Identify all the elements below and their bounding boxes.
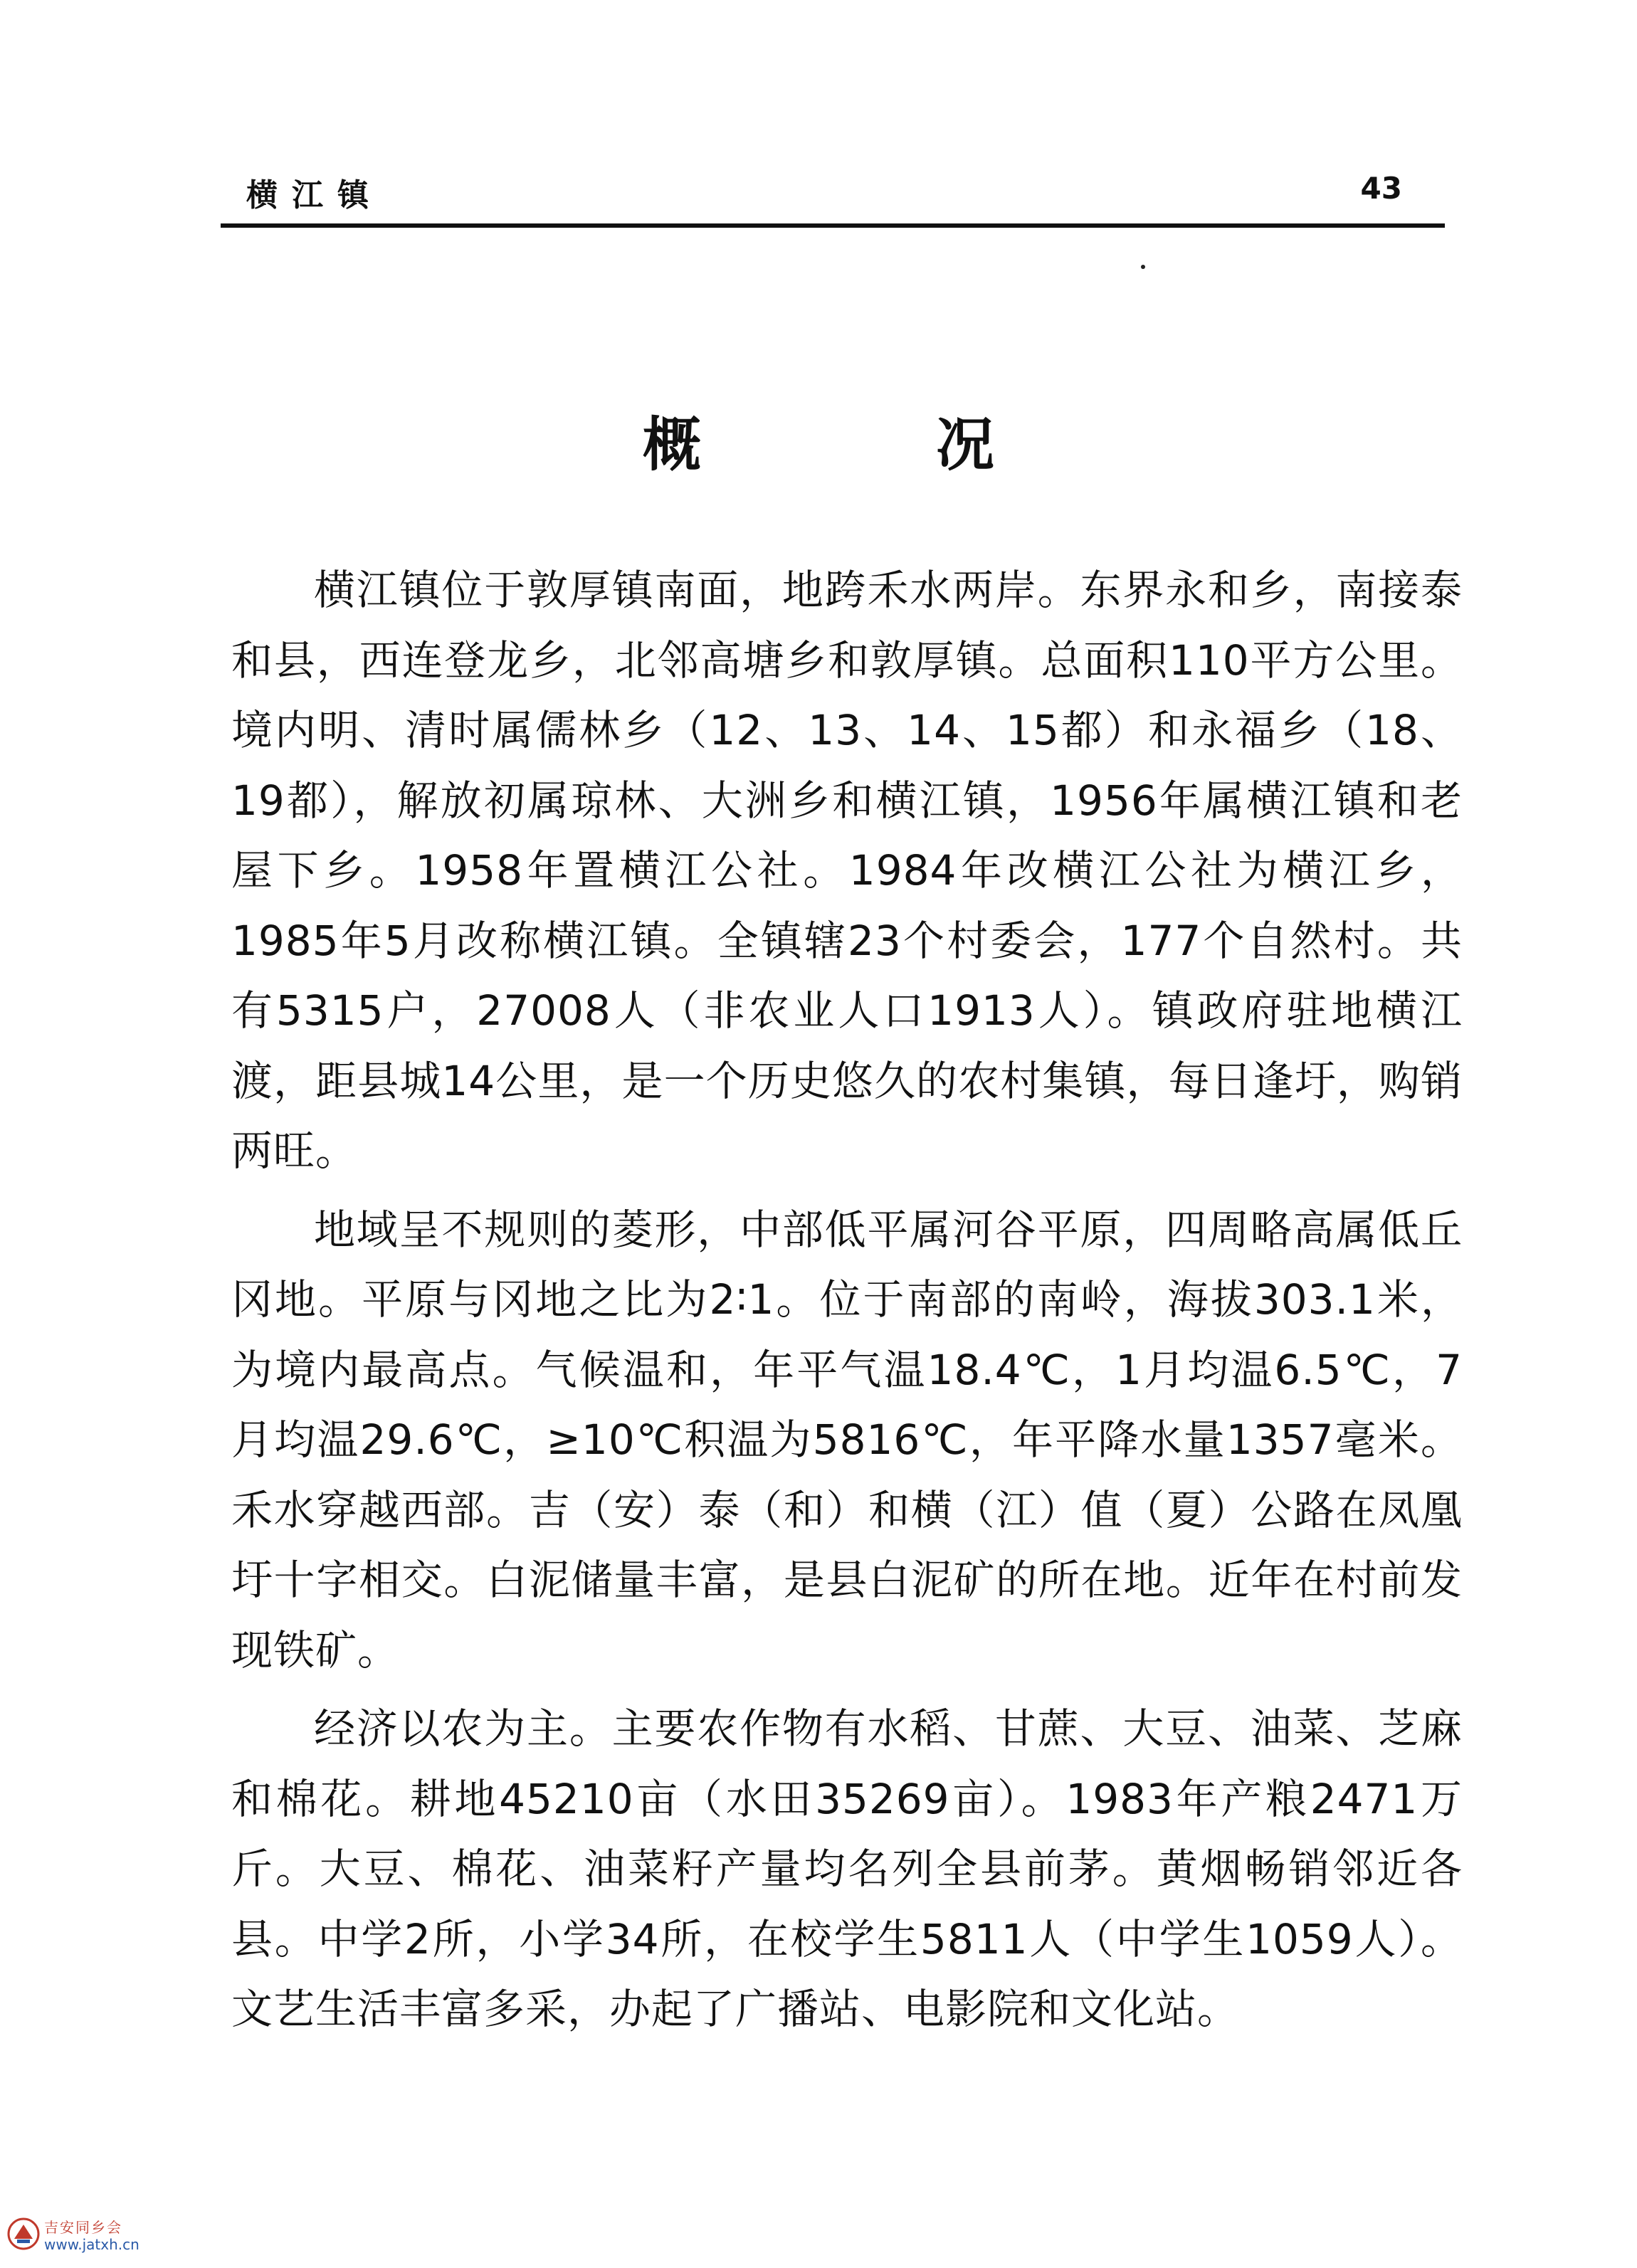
watermark-url: www.jatxh.cn [44,2236,140,2253]
page-number: 43 [1360,171,1402,206]
print-speck [1141,265,1145,269]
paragraph-overview: 横江镇位于敦厚镇南面，地跨禾水两岸。东界永和乡，南接泰和县，西连登龙乡，北邻高塘乡和敦厚镇。总面积110平方公里。境内明、清时属儒林乡（12、13、14、15都）和永福乡（18、19都），解放初属琼林、大洲乡和横江镇，1956年属横江镇和老屋下乡。1958年置横江公社。1984年改横江公社为横江乡，1985年5月改称横江镇。全镇辖23个村委会，177个自然村。共有5315户，27008人（非农业人口1913人）。镇政府驻地横江渡，距县城14公里，是一个历史悠久的农村集镇，每日逢圩，购销两旺。 [231,566,1463,1175]
running-title: 横江镇 [246,177,383,213]
body-text [231,555,1463,2053]
paragraph-economy: 经济以农为主。主要农作物有水稻、甘蔗、大豆、油菜、芝麻和棉花。耕地45210亩（水田35269亩）。1983年产粮2471万斤。大豆、棉花、油菜籽产量均名列全县前茅。黄烟畅销邻近各县。中学2所，小学34所，在校学生5811人（中学生1059人）。文艺生活丰富多采，办起了广播站、电影院和文化站。 [231,1704,1463,2033]
header-rule [221,223,1445,228]
section-title-char-2: 况 [936,411,995,479]
watermark [7,2213,185,2263]
watermark-name: 吉安同乡会 [44,2219,122,2236]
section-title-char-1: 概 [642,411,701,479]
watermark-logo-icon [7,2217,40,2250]
section-title [0,399,1637,482]
paragraph-geography: 地域呈不规则的菱形，中部低平属河谷平原，四周略高属低丘冈地。平原与冈地之比为2∶1。位于南部的南岭，海拔303.1米，为境内最高点。气候温和，年平气温18.4℃，1月均温6.5℃，7月均温29.6℃，≥10℃积温为5816℃，年平降水量1357毫米。禾水穿越西部。吉（安）泰（和）和横（江）值（夏）公路在凤凰圩十字相交。白泥储量丰富，是县白泥矿的所在地。近年在村前发现铁矿。 [231,1205,1463,1674]
running-header [221,169,1445,219]
